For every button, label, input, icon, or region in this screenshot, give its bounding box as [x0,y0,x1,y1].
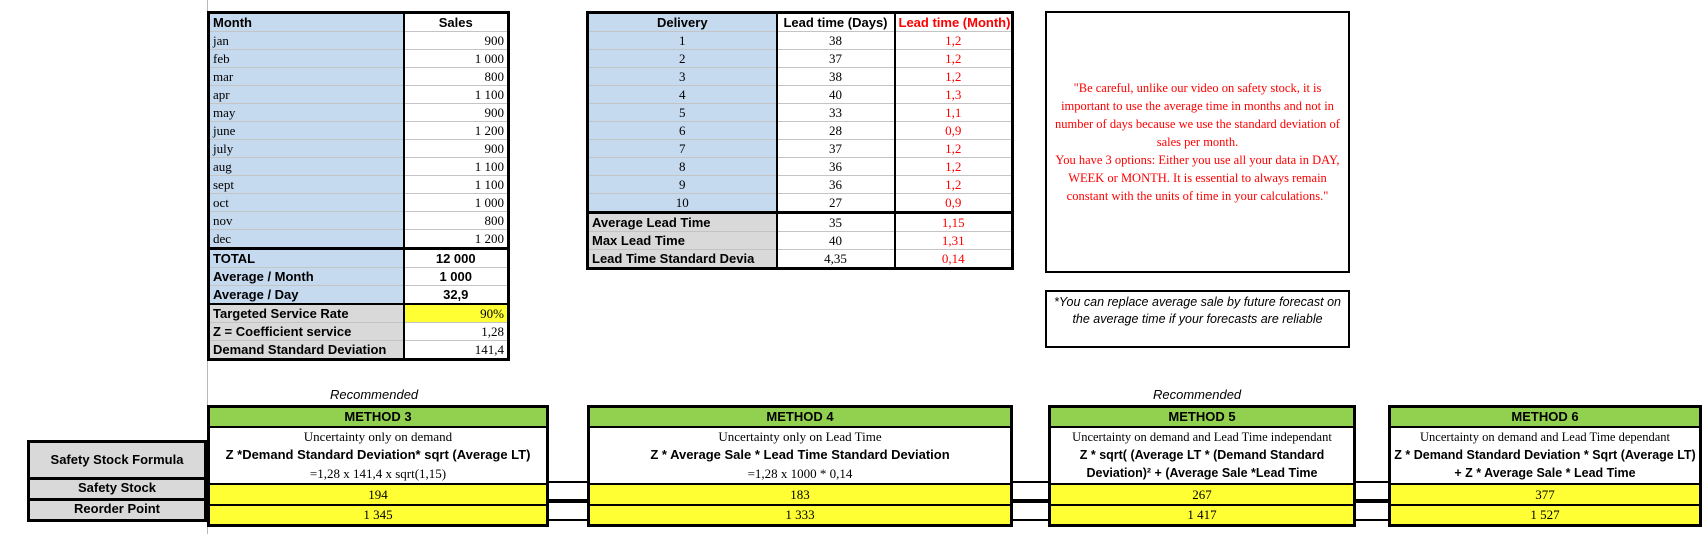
delivery-number: 7 [588,140,777,158]
lead-time-month: 1,2 [895,158,1013,176]
reorder-point-value: 1 345 [210,506,546,524]
lead-time-month-header: Lead time (Month) [895,13,1013,32]
units-warning-note [1045,11,1350,273]
month-cell: sept [209,176,404,194]
method-title: METHOD 4 [590,408,1010,428]
delivery-number: 5 [588,104,777,122]
sales-cell: 1 200 [404,122,509,140]
recommended-label-method3: Recommended [330,387,419,402]
delivery-number: 1 [588,32,777,50]
forecast-note-text: *You can replace average sale by future forecast on the average time if your forecasts are reliable [1054,295,1341,326]
method-3-block [207,405,549,527]
method-formula: Z * sqrt( (Average LT * (Demand Standard Deviation)² + (Average Sale *Lead Time [1079,448,1325,480]
safety-stock-value: 183 [590,483,1010,506]
row-connector [1356,501,1388,521]
delivery-number: 9 [588,176,777,194]
month-cell: feb [209,50,404,68]
reorder-point-value: 1 527 [1391,506,1699,524]
method-description: Uncertainty on demand and Lead Time independant [1072,430,1332,444]
lead-time-month: 1,3 [895,86,1013,104]
delivery-row [588,122,1013,140]
month-cell: oct [209,194,404,212]
delivery-number: 6 [588,122,777,140]
delivery-row [588,140,1013,158]
sales-row [209,32,509,50]
method-formula: Z *Demand Standard Deviation* sqrt (Average LT) [225,447,531,462]
average-month-row-label: Average / Month [209,268,404,286]
sales-row [209,194,509,212]
lead-time-days: 36 [777,158,895,176]
delivery-number: 3 [588,68,777,86]
reorder-point-label: Reorder Point [27,501,207,522]
delivery-header: Delivery [588,13,777,32]
delivery-row [588,194,1013,213]
month-cell: dec [209,230,404,249]
reorder-point-value: 1 417 [1051,506,1353,524]
service-rate-row-label: Targeted Service Rate [209,304,404,323]
reorder-point-value: 1 333 [590,506,1010,524]
lead-time-table [586,11,1014,270]
safety-stock-value: 267 [1051,483,1353,506]
max-lead-time-row-days: 40 [777,232,895,250]
sales-row [209,176,509,194]
delivery-number: 2 [588,50,777,68]
lead-time-days: 40 [777,86,895,104]
sales-cell: 1 200 [404,230,509,249]
sales-row [209,140,509,158]
method-formula: Z * Average Sale * Lead Time Standard Deviation [650,447,950,462]
total-row-value: 12 000 [404,249,509,268]
average-month-row-value: 1 000 [404,268,509,286]
delivery-row [588,158,1013,176]
average-lead-time-row-days: 35 [777,213,895,232]
method-description: Uncertainty on demand and Lead Time dependant [1420,430,1670,444]
lead-time-month: 1,2 [895,50,1013,68]
total-row [209,249,509,268]
average-lead-time-row [588,213,1013,232]
lead-time-days: 33 [777,104,895,122]
row-connector [1356,481,1388,501]
z-coefficient-row [209,323,509,341]
lead-time-month: 0,9 [895,194,1013,213]
sales-header-row [209,13,509,32]
sales-row [209,68,509,86]
sales-header: Sales [404,13,509,32]
sales-row [209,50,509,68]
safety-stock-formula-label: Safety Stock Formula [27,440,207,480]
lead-time-month: 1,2 [895,140,1013,158]
lead-time-month: 1,2 [895,176,1013,194]
month-header: Month [209,13,404,32]
sales-row [209,86,509,104]
sales-cell: 900 [404,32,509,50]
month-cell: mar [209,68,404,86]
safety-stock-label: Safety Stock [27,480,207,501]
forecast-note [1045,290,1350,348]
service-rate-row [209,304,509,323]
method-formula: Z * Demand Standard Deviation * Sqrt (Average LT) + Z * Average Sale * Lead Time [1394,448,1696,480]
lead-time-days: 38 [777,32,895,50]
method-description: Uncertainty only on Lead Time [718,429,882,444]
lead-time-std-row-days: 4,35 [777,250,895,269]
method-title: METHOD 3 [210,408,546,428]
z-coefficient-row-label: Z = Coefficient service [209,323,404,341]
lead-time-std-row-label: Lead Time Standard Devia [588,250,777,269]
service-rate-row-value: 90% [404,304,509,323]
row-connector [549,501,587,521]
delivery-row [588,176,1013,194]
average-month-row [209,268,509,286]
delivery-number: 8 [588,158,777,176]
sales-cell: 1 000 [404,194,509,212]
sales-cell: 1 100 [404,86,509,104]
method-4-block [587,405,1013,527]
average-lead-time-row-month: 1,15 [895,213,1013,232]
lead-time-days: 37 [777,140,895,158]
lead-time-days: 28 [777,122,895,140]
lead-time-month: 0,9 [895,122,1013,140]
month-cell: apr [209,86,404,104]
delivery-row [588,32,1013,50]
sales-row [209,158,509,176]
sales-cell: 800 [404,212,509,230]
average-day-row-label: Average / Day [209,286,404,305]
lead-time-month: 1,2 [895,68,1013,86]
lead-time-days-header: Lead time (Days) [777,13,895,32]
z-coefficient-row-value: 1,28 [404,323,509,341]
sales-cell: 1 100 [404,158,509,176]
month-cell: june [209,122,404,140]
sales-cell: 900 [404,104,509,122]
sales-row [209,230,509,249]
lead-time-month: 1,2 [895,32,1013,50]
method-6-block [1388,405,1702,527]
lead-time-std-row-month: 0,14 [895,250,1013,269]
delivery-row [588,104,1013,122]
delivery-row [588,68,1013,86]
month-cell: nov [209,212,404,230]
sales-cell: 800 [404,68,509,86]
lead-time-days: 38 [777,68,895,86]
month-cell: july [209,140,404,158]
lead-time-days: 27 [777,194,895,213]
delivery-row [588,86,1013,104]
safety-stock-value: 194 [210,483,546,506]
lead-time-days: 36 [777,176,895,194]
max-lead-time-row [588,232,1013,250]
method-calculation: =1,28 x 141,4 x sqrt(1,15) [309,466,447,481]
month-cell: jan [209,32,404,50]
sales-cell: 900 [404,140,509,158]
demand-std-row [209,341,509,360]
sales-table [207,11,510,361]
sales-cell: 1 000 [404,50,509,68]
method-calculation: =1,28 x 1000 * 0,14 [747,466,853,481]
average-lead-time-row-label: Average Lead Time [588,213,777,232]
sales-cell: 1 100 [404,176,509,194]
row-connector [1013,481,1048,501]
safety-stock-value: 377 [1391,483,1699,506]
max-lead-time-row-month: 1,31 [895,232,1013,250]
month-cell: aug [209,158,404,176]
sales-row [209,122,509,140]
recommended-label-method5: Recommended [1153,387,1242,402]
lead-time-std-row [588,250,1013,269]
lead-time-month: 1,1 [895,104,1013,122]
sales-row [209,104,509,122]
sales-row [209,212,509,230]
total-row-label: TOTAL [209,249,404,268]
lead-time-days: 37 [777,50,895,68]
method-title: METHOD 5 [1051,408,1353,428]
method-title: METHOD 6 [1391,408,1699,428]
demand-std-row-label: Demand Standard Deviation [209,341,404,360]
demand-std-row-value: 141,4 [404,341,509,360]
max-lead-time-row-label: Max Lead Time [588,232,777,250]
units-warning-text: "Be careful, unlike our video on safety stock, it is important to use the average time in months and not in number of days because we use the standard deviation of sales per month. You have 3 options: Either you use all your data in DAY, WEEK or MONTH. It is essential to always remain constant with the units of time in your calculations." [1055,81,1340,203]
delivery-number: 4 [588,86,777,104]
average-day-row-value: 32,9 [404,286,509,305]
delivery-number: 10 [588,194,777,213]
month-cell: may [209,104,404,122]
method-5-block [1048,405,1356,527]
delivery-header-row [588,13,1013,32]
row-connector [1013,501,1048,521]
average-day-row [209,286,509,305]
row-connector [549,481,587,501]
delivery-row [588,50,1013,68]
method-description: Uncertainty only on demand [303,429,453,444]
